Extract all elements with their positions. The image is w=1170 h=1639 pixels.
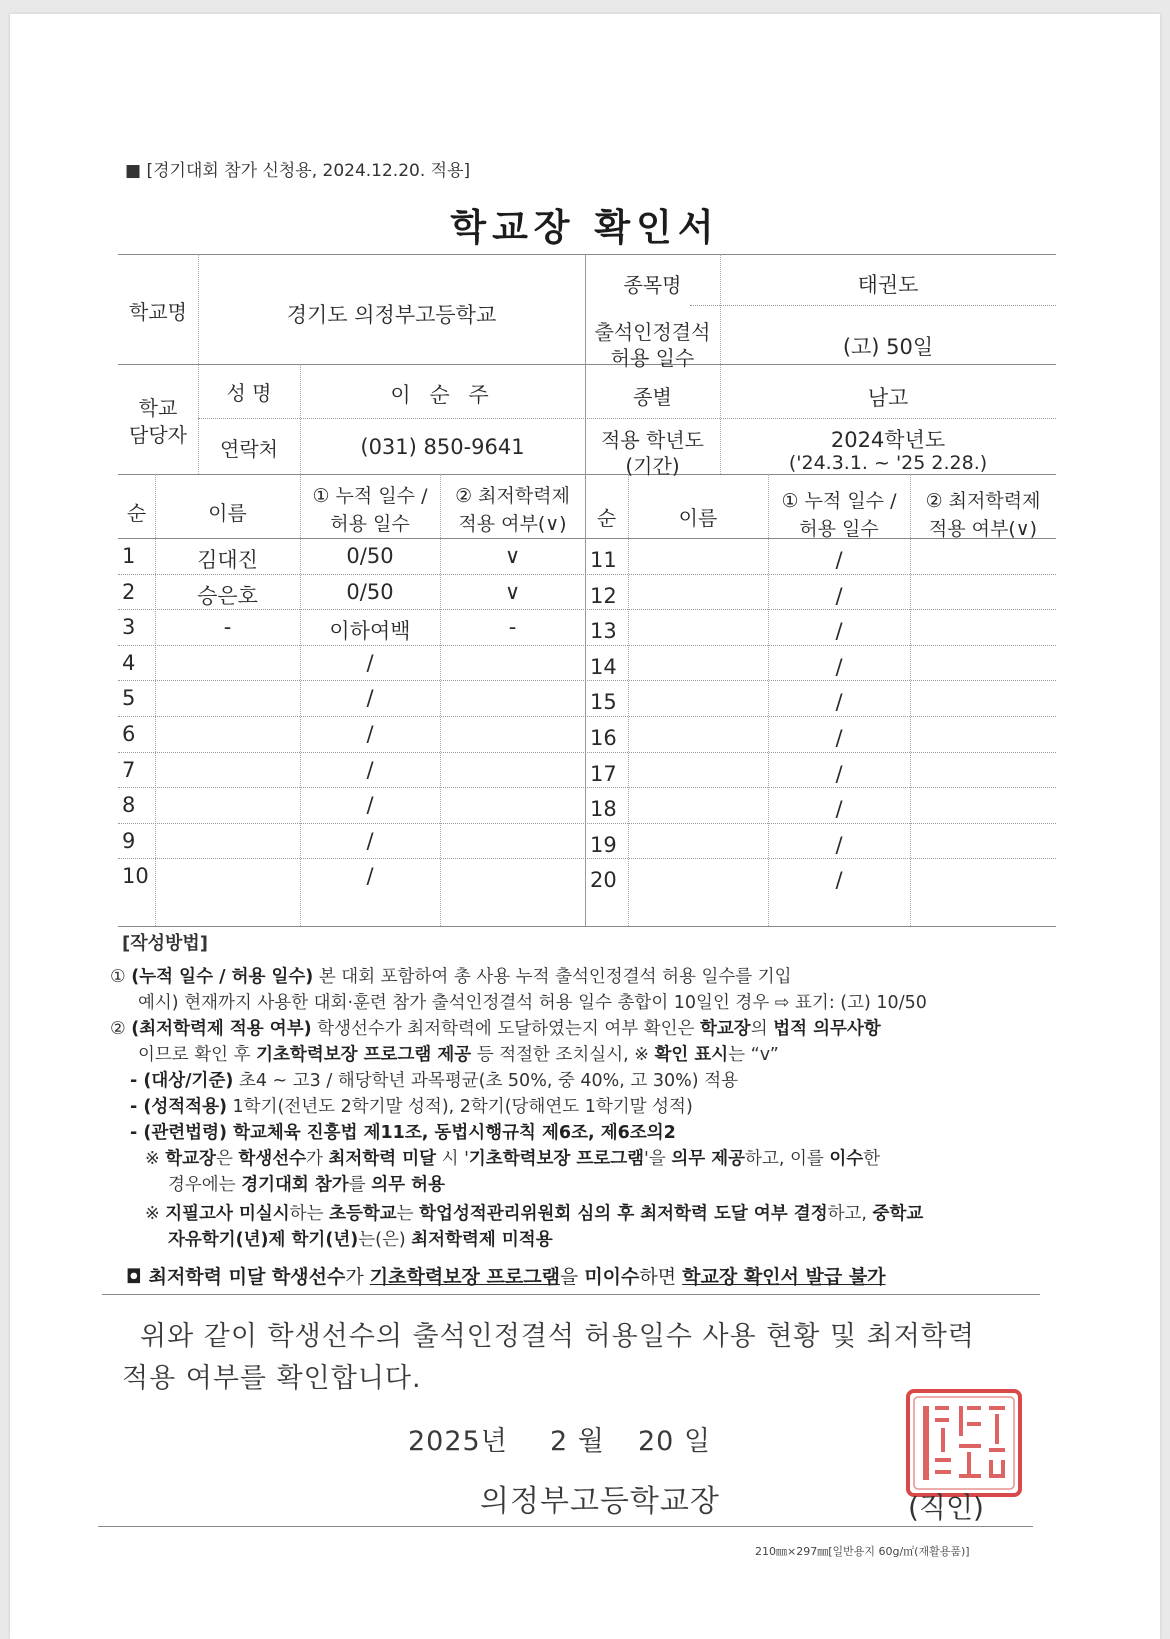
text-bold: 학업성적관리위원회 심의 후 최저학력 도달 여부 결정 (419, 1204, 828, 1224)
days-used: / (366, 793, 374, 818)
text-bold: 의무 제공 (671, 1149, 746, 1169)
type-label: 종별 (633, 385, 672, 409)
star-note-1-line-2 (168, 1172, 445, 1198)
text-bold: 기초학력보장 프로그램 (468, 1149, 645, 1169)
detail-laws-text: - (관련법령) 학교체육 진흥법 제11조, 동법시행규칙 제6조, 제6조의2 (130, 1123, 676, 1143)
note-2-line-2 (138, 1042, 779, 1068)
days-used: / (835, 583, 843, 608)
min-academic-check: - (508, 615, 517, 640)
text-bold: 의무 허용 (371, 1175, 445, 1195)
row-rule (118, 645, 1056, 646)
rule (198, 418, 1056, 419)
text-bold: 미이수 (584, 1266, 640, 1288)
row-rule (118, 574, 1056, 575)
col-no-right: 순 (596, 506, 617, 530)
name-label: 성 명 (226, 381, 272, 405)
col-min-right-1: ② 최저학력제 (925, 490, 1041, 512)
star-mark: ※ (145, 1204, 166, 1224)
allow-label-2: 허용 일수 (610, 346, 695, 370)
text: 는(은) (358, 1230, 412, 1250)
year-value-2: ('24.3.1. ~ '25 2.28.) (788, 452, 988, 474)
days-used: / (366, 757, 374, 782)
year-label-2: (기간) (625, 454, 680, 478)
star-note-2-line-2 (168, 1227, 553, 1253)
warning-note (126, 1262, 886, 1289)
days-used: / (366, 864, 374, 889)
text: 한 (863, 1149, 881, 1169)
manager-label-2: 담당자 (129, 423, 187, 447)
days-used: / (835, 868, 843, 893)
text: 을 (559, 1266, 585, 1288)
text-bold: 자유학기(년)제 학기(년) (168, 1230, 359, 1250)
col-name-left: 이름 (208, 501, 247, 525)
row-rule (118, 609, 1056, 610)
contact-label: 연락처 (220, 437, 278, 461)
note-2-legal-duty: 법적 의무사항 (773, 1019, 881, 1039)
text: 가 (345, 1266, 370, 1288)
note-2-check-mark: 확인 표시 (654, 1045, 729, 1065)
row-rule (118, 787, 1056, 788)
text-bold: 지필고사 미실시 (165, 1204, 290, 1224)
contact-value: (031) 850-9641 (360, 435, 525, 459)
note-1-text: 본 대회 포함하여 총 사용 누적 출석인정결석 허용 일수를 기입 (313, 967, 792, 987)
row-rule (118, 752, 1056, 753)
row-number: 13 (590, 619, 617, 644)
row-number: 17 (590, 761, 617, 786)
form-version-tag: ■ [경기대회 참가 신청용, 2024.12.20. 적용] (125, 161, 471, 181)
note-1-line-1 (110, 964, 792, 990)
days-used: / (835, 548, 843, 572)
row-number: 2 (122, 579, 136, 604)
row-rule (118, 823, 1056, 824)
note-1-line-2: 예시) 현재까지 사용한 대회·훈련 참가 출석인정결석 허용 일수 총합이 10일인 경우 ⇨ 표기: (고) 10/50 (138, 993, 927, 1013)
days-used: / (835, 690, 843, 715)
detail-target (130, 1068, 738, 1094)
rule (690, 305, 1056, 306)
student-name: 김대진 (197, 548, 258, 572)
date-day: 20 일 (638, 1426, 712, 1457)
text: 경우에는 (168, 1175, 242, 1195)
confirm-statement-2: 적용 여부를 확인합니다. (122, 1363, 422, 1394)
row-number: 20 (590, 868, 617, 893)
days-used: 0/50 (346, 544, 394, 568)
document-title: 학교장 확인서 (450, 206, 720, 249)
text-bold: 경기대회 참가 (241, 1175, 349, 1195)
date-year: 2025년 (408, 1426, 508, 1457)
method-heading: [작성방법] (122, 933, 209, 954)
note-1-mark: ① (110, 967, 126, 987)
manager-name: 이 순 주 (390, 383, 495, 407)
text-bold: 이수 (829, 1149, 864, 1169)
detail-grades-text: 1학기(전년도 2학기말 성적), 2학기(당해연도 1학기말 성적) (226, 1097, 693, 1117)
date-month: 2 월 (550, 1426, 605, 1457)
rule (118, 254, 1056, 255)
manager-label-1: 학교 (138, 396, 178, 420)
text: 하면 (639, 1266, 683, 1288)
days-used: / (366, 650, 374, 675)
note-1-bold: (누적 일수 / 허용 일수) (131, 967, 314, 987)
note-2-bold: (최저학력제 적용 여부) (131, 1019, 312, 1039)
text: 하고, 이를 (745, 1149, 830, 1169)
row-number: 18 (590, 797, 617, 822)
seal-mark: (직인) (908, 1491, 984, 1524)
col-no-left: 순 (126, 501, 147, 525)
days-used: / (835, 726, 843, 750)
note-2-program: 기초학력보장 프로그램 제공 (256, 1045, 472, 1065)
row-number: 7 (122, 757, 136, 782)
row-rule (118, 858, 1056, 859)
col-min-left-2: 적용 여부(∨) (458, 513, 567, 535)
type-value: 남고 (867, 386, 909, 410)
text-bold: 최저학력제 미적용 (411, 1230, 553, 1250)
text: 가 (306, 1149, 329, 1169)
days-used: / (366, 686, 374, 711)
text-bold: 최저학력 미달 (328, 1149, 437, 1169)
sport-label: 종목명 (623, 273, 682, 297)
paper-spec: 210㎜×297㎜[일반용지 60g/㎡(재활용품)] (755, 1545, 970, 1558)
rule (98, 1526, 1033, 1527)
min-academic-check: ∨ (504, 579, 521, 604)
text-bold: 중학교 (872, 1204, 924, 1224)
note-2-text: 는 “v” (728, 1045, 779, 1065)
text-bold: 학생선수 (238, 1149, 307, 1169)
row-number: 3 (122, 615, 136, 640)
text: 하고, (827, 1204, 873, 1224)
days-used: / (835, 654, 843, 679)
min-academic-check: ∨ (504, 544, 521, 568)
days-used: / (366, 828, 374, 853)
note-2-text: 의 (750, 1019, 774, 1039)
row-number: 10 (122, 864, 149, 889)
student-name: - (223, 615, 232, 640)
row-rule (118, 716, 1056, 717)
col-name-right: 이름 (678, 506, 718, 530)
rule (102, 1294, 1040, 1295)
principal-name: 의정부고등학교장 (480, 1484, 720, 1519)
days-used: / (835, 619, 843, 644)
text: 를 (348, 1175, 372, 1195)
official-seal-icon (905, 1388, 1023, 1498)
col-days-left-2: 허용 일수 (330, 513, 410, 535)
col-min-right-2: 적용 여부(∨) (928, 518, 1038, 540)
days-used: / (835, 832, 843, 857)
star-note-2-line-1 (145, 1201, 923, 1227)
note-2-mark: ② (110, 1019, 126, 1039)
days-used: / (366, 722, 374, 746)
row-number: 15 (590, 690, 617, 715)
row-number: 5 (122, 686, 136, 711)
star-note-1-line-1 (145, 1146, 880, 1172)
note-2-text: 이므로 확인 후 (138, 1045, 257, 1065)
detail-target-text: 초4 ~ 고3 / 해당학년 과목평균(초 50%, 중 40%, 고 30%) 적용 (233, 1071, 738, 1091)
note-2-text: 학생선수가 최저학력에 도달하였는지 여부 확인은 (311, 1019, 700, 1039)
row-number: 6 (122, 722, 136, 746)
student-name: 승은호 (197, 583, 258, 608)
star-mark: ※ (145, 1149, 166, 1169)
text-bold: 학교장 (165, 1149, 216, 1169)
school-label: 학교명 (129, 300, 187, 324)
row-number: 16 (590, 726, 617, 750)
warning-icon: ◘ (126, 1266, 142, 1288)
col-min-left-1: ② 최저학력제 (455, 485, 570, 507)
note-2-text: 등 적절한 조치실시, ※ (471, 1045, 655, 1065)
sport-value: 태권도 (857, 273, 919, 297)
detail-grades (130, 1094, 693, 1120)
row-number: 1 (122, 544, 136, 568)
text: 은 (215, 1149, 239, 1169)
detail-grades-label: - (성적적용) (130, 1097, 227, 1117)
detail-laws (130, 1120, 676, 1146)
col-days-left-1: ① 누적 일수 / (312, 485, 428, 507)
col-days-right-2: 허용 일수 (799, 518, 879, 540)
note-2-line-1 (110, 1016, 881, 1042)
year-label-1: 적용 학년도 (601, 428, 704, 452)
text-bold: 최저학력 미달 학생선수 (141, 1266, 346, 1288)
detail-target-label: - (대상/기준) (130, 1071, 234, 1091)
row-number: 19 (590, 832, 617, 857)
allow-value: (고) 50일 (842, 335, 934, 359)
text: 는 (396, 1204, 420, 1224)
row-rule (118, 680, 1056, 681)
text: '을 (644, 1149, 672, 1169)
allow-label-1: 출석인정결석 (594, 320, 711, 344)
days-used: 이하여백 (329, 619, 411, 644)
row-number: 8 (122, 793, 136, 818)
document-page (10, 14, 1160, 1639)
year-value-1: 2024학년도 (830, 428, 946, 452)
note-2-principal: 학교장 (700, 1019, 751, 1039)
text: 시 ' (436, 1149, 469, 1169)
days-used: / (835, 761, 843, 786)
text-bold: 기초학력보장 프로그램 (369, 1266, 560, 1288)
row-number: 9 (122, 828, 136, 853)
row-number: 11 (590, 548, 617, 572)
rule (118, 926, 1056, 927)
days-used: 0/50 (346, 579, 394, 604)
text-bold: 초등학교 (329, 1204, 397, 1224)
row-number: 14 (590, 654, 617, 679)
row-number: 12 (590, 583, 617, 608)
row-number: 4 (122, 650, 136, 675)
days-used: / (835, 797, 843, 822)
school-name: 경기도 의정부고등학교 (286, 303, 497, 327)
text: 하는 (289, 1204, 330, 1224)
text-bold: 학교장 확인서 발급 불가 (682, 1266, 886, 1288)
col-days-right-1: ① 누적 일수 / (781, 490, 897, 512)
confirm-statement-1: 위와 같이 학생선수의 출석인정결석 허용일수 사용 현황 및 최저학력 (140, 1321, 975, 1352)
